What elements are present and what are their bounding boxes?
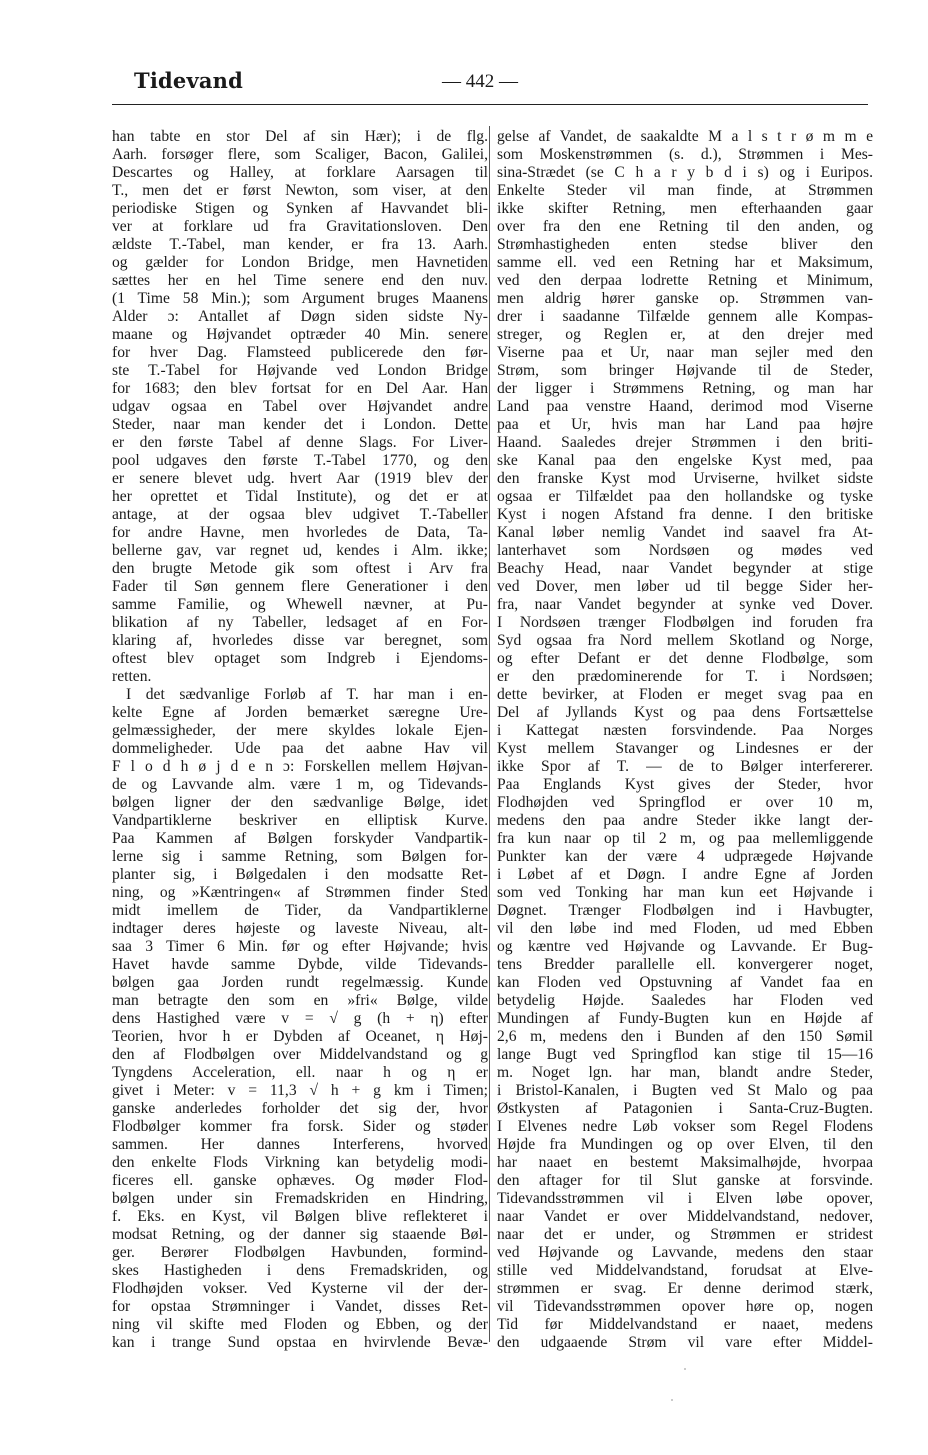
text-line: m. Noget lgn. har man, blandt andre Steder, xyxy=(497,1064,873,1081)
text-line: som ved Tonking har man kun eet Højvande i xyxy=(497,884,873,901)
text-line: udgav ogsaa en Tabel over Højvandet andre xyxy=(112,398,488,415)
text-line: Tyngdens Acceleration, ell. naar h og η er xyxy=(112,1064,488,1081)
text-line: Strømhastigheden enten stedse bliver den xyxy=(497,236,873,253)
text-line: f. Eks. en Kyst, vil Bølgen blive reflekteret i xyxy=(112,1208,488,1225)
text-line: medens den paa andre Steder ikke langt der- xyxy=(497,812,873,829)
text-line: planter sig, i Bølgedalen i den modsatte Ret- xyxy=(112,866,488,883)
text-line: men aldrig hører ganske op. Strømmen van- xyxy=(497,290,873,307)
text-line: ficeres ell. ganske ophæves. Og møder Flod- xyxy=(112,1172,488,1189)
text-line: ved Højvande og Lavvande, medens den staar xyxy=(497,1244,873,1261)
text-line: den enkelte Flods Virkning kan betydelig modi- xyxy=(112,1154,488,1171)
text-line: ikke Spor af T. — de to Bølger interfererer. xyxy=(497,758,873,775)
text-line: den udgaaende Strøm vil vare efter Middel- xyxy=(497,1334,873,1351)
text-line: gelse af Vandet, de saakaldte M a l s t r ø m m e xyxy=(497,128,873,145)
text-line: Viserne paa et Ur, naar man sejler med den xyxy=(497,344,873,361)
text-line: ældste T.-Tabel, man kender, er fra 13. Aarh. xyxy=(112,236,488,253)
text-line: i Løbet af et Døgn. I andre Egne af Jorden xyxy=(497,866,873,883)
text-line: midt imellem de Tider, da Vandpartiklerne xyxy=(112,902,488,919)
text-line: i Kattegat næsten forsvindende. Paa Norges xyxy=(497,722,873,739)
text-line: lange Bugt ved Springflod kan stige til 15—16 xyxy=(497,1046,873,1063)
text-line: modsat Retning, og der danner sig staaende Bøl- xyxy=(112,1226,488,1243)
text-line: kan i trange Sund opstaa en hvirvlende Bevæ- xyxy=(112,1334,488,1351)
text-line: antage, at der ogsaa blev udgivet T.-Tabeller xyxy=(112,506,488,523)
text-line: T., men det er først Newton, som viser, at den xyxy=(112,182,488,199)
text-line: er den første Tabel af denne Slags. For Liver- xyxy=(112,434,488,451)
text-line: og efter Defant er det denne Flodbølge, som xyxy=(497,650,873,667)
text-line: Flodbølger kommer fra forsk. Sider og støder xyxy=(112,1118,488,1135)
text-line: Beachy Head, naar Vandet begynder at stige xyxy=(497,560,873,577)
text-line: den aftager for til Slut ganske at forsvinde. xyxy=(497,1172,873,1189)
text-line: bølgen ligner der den sædvanlige Bølge, idet xyxy=(112,794,488,811)
text-line: oftest blev optaget som Indgreb i Ejendoms- xyxy=(112,650,488,667)
text-line: Enkelte Steder vil man finde, at Strømmen xyxy=(497,182,873,199)
text-line: og kæntre ved Højvande og Lavvande. Er Bug- xyxy=(497,938,873,955)
text-line: periodiske Stigen og Synken af Havvandet bli- xyxy=(112,200,488,217)
text-line: lanterhavet som Nordsøen og mødes ved xyxy=(497,542,873,559)
text-line: lerne sig i samme Retning, som Bølgen for- xyxy=(112,848,488,865)
text-line: sættes her en hel Time senere end den nuv. xyxy=(112,272,488,289)
text-line: bølgen gaa Jorden rundt regelmæssig. Kunde xyxy=(112,974,488,991)
text-line: samme Familie, og Whewell nævner, at Pu- xyxy=(112,596,488,613)
text-line: vil Tidevandsstrømmen opover høre op, nogen xyxy=(497,1298,873,1315)
text-line: Tid før Middelvandstand er naaet, medens xyxy=(497,1316,873,1333)
text-line: saa 3 Timer 6 Min. før og efter Højvande; hvis xyxy=(112,938,488,955)
text-line: 2,6 m, medens den i Bunden af den 150 Sømil xyxy=(497,1028,873,1045)
text-line: den brugte Metode gik som oftest i Arv fra xyxy=(112,560,488,577)
text-line: Havet havde samme Dybde, vilde Tidevands- xyxy=(112,956,488,973)
text-line: Tidevandsstrømmen vil i Elven løbe opover, xyxy=(497,1190,873,1207)
text-line: er den prædominerende for T. i Nordsøen; xyxy=(497,668,873,685)
text-line: paa et Ur, hvis man har Land paa højre xyxy=(497,416,873,433)
text-line: Del af Jyllands Kyst og paa dens Fortsættelse xyxy=(497,704,873,721)
text-line: Vandpartiklerne beskriver en elliptisk Kurve. xyxy=(112,812,488,829)
text-line: Teorien, hvor h er Dybden af Oceanet, η Høj- xyxy=(112,1028,488,1045)
text-line: de og Lavvande alm. være 1 m, og Tidevands- xyxy=(112,776,488,793)
text-line: for hver Dag. Flamsteed publicerede den før- xyxy=(112,344,488,361)
text-line: ganske anderledes forholder det sig der, hvor xyxy=(112,1100,488,1117)
text-line: og gælder for London Bridge, men Havnetiden xyxy=(112,254,488,271)
text-line: strømmen er svag. Er denne derimod stærk, xyxy=(497,1280,873,1297)
text-line: for andre Havne, men hvorledes de Data, Ta- xyxy=(112,524,488,541)
text-line: kan Floden ved Opstuvning af Vandet faa en xyxy=(497,974,873,991)
text-line: samme ell. ved een Retning har et Maksimum, xyxy=(497,254,873,271)
text-line: fra kun naar op til 2 m, og paa mellemliggende xyxy=(497,830,873,847)
text-line: pool udgaves den første T.-Tabel 1770, og den xyxy=(112,452,488,469)
text-line: Højde fra Mundingen og op over Elven, til den xyxy=(497,1136,873,1153)
text-line: i Bristol-Kanalen, i Bugten ved St Malo og paa xyxy=(497,1082,873,1099)
text-line: for opstaa Strømninger i Vandet, disses Ret- xyxy=(112,1298,488,1315)
text-line: ger. Berører Flodbølgen Havbunden, formind- xyxy=(112,1244,488,1261)
text-line: har naaet en bestemt Maksimalhøjde, hvorpaa xyxy=(497,1154,873,1171)
text-line: skes Hastigheden i dens Fremadskriden, og xyxy=(112,1262,488,1279)
text-line: tens Bredder parallelle ell. konvergerer noget, xyxy=(497,956,873,973)
text-line: ske Kanal paa den engelske Kyst med, paa xyxy=(497,452,873,469)
text-line: maane og Højvandet optræder 40 Min. senere xyxy=(112,326,488,343)
text-line: I Nordsøen trænger Flodbølgen ind foruden fra xyxy=(497,614,873,631)
text-line: over fra den ene Retning til den anden, og xyxy=(497,218,873,235)
text-line: bellerne gav, var regnet ud, kendes i Alm. ikke; xyxy=(112,542,488,559)
text-line: naar Vandet er over Middelvandstand, nedover, xyxy=(497,1208,873,1225)
text-line: blikation af ny Tabeller, ledsaget af en For- xyxy=(112,614,488,631)
text-line: ver at forklare ud fra Gravitationsloven. Den xyxy=(112,218,488,235)
text-line: Haand. Saaledes drejer Strømmen i den briti- xyxy=(497,434,873,451)
text-line: (1 Time 58 Min.); som Argument bruges Maanens xyxy=(112,290,488,307)
text-line: Paa Kammen af Bølgen forskyder Vandpartik- xyxy=(112,830,488,847)
text-line: som Moskenstrømmen (s. d.), Strømmen i Mes- xyxy=(497,146,873,163)
text-line: ikke skifter Retning, men efterhaanden gaar xyxy=(497,200,873,217)
text-line: I Elvenes nedre Løb vokser som Regel Flodens xyxy=(497,1118,873,1135)
text-line: Descartes og Halley, at forklare Aarsagen til xyxy=(112,164,488,181)
text-line: kelte Egne af Jorden bemærket særegne Ure- xyxy=(112,704,488,721)
text-line: ogsaa er Tilfældet paa den hollandske og tyske xyxy=(497,488,873,505)
text-line: han tabte en stor Del af sin Hær); i de flg. xyxy=(112,128,488,145)
text-line: Aarh. forsøger flere, som Scaliger, Bacon, Galilei, xyxy=(112,146,488,163)
text-line: dette bevirker, at Floden er meget svag paa en xyxy=(497,686,873,703)
text-line: gelmæssigheder, der mere skyldes lokale Ejen- xyxy=(112,722,488,739)
text-line: er senere blevet udg. hvert Aar (1919 blev der xyxy=(112,470,488,487)
text-line: den af Flodbølgen over Middelvandstand og g xyxy=(112,1046,488,1063)
text-line: Kyst i nogen Afstand fra denne. I den britiske xyxy=(497,506,873,523)
text-line: for 1683; den blev fortsat for en Del Aar. Han xyxy=(112,380,488,397)
page-header xyxy=(112,66,868,100)
text-line: sammen. Her dannes Interferens, hvorved xyxy=(112,1136,488,1153)
text-line: Kyst mellem Stavanger og Lindesnes er der xyxy=(497,740,873,757)
text-line: ved Dover, men løber ud til begge Sider her- xyxy=(497,578,873,595)
text-line: Kanal løber nemlig Vandet ind saavel fra At- xyxy=(497,524,873,541)
text-line: Punkter kan der være 4 udprægede Højvande xyxy=(497,848,873,865)
scan-speck xyxy=(671,1399,673,1401)
text-line: ved den derpaa lodrette Retning et Minimum, xyxy=(497,272,873,289)
text-line: I det sædvanlige Forløb af T. har man i en- xyxy=(126,686,488,703)
text-line: Strøm, som bringer Højvande til de Steder, xyxy=(497,362,873,379)
text-line: drer i saadanne Tilfælde gennem alle Kompas- xyxy=(497,308,873,325)
text-line: klaring af, hvorledes disse var beregnet, som xyxy=(112,632,488,649)
text-line: Paa Englands Kyst gives der Steder, hvor xyxy=(497,776,873,793)
text-line: F l o d h ø j d e n ɔ: Forskellen mellem Højvan- xyxy=(112,758,488,775)
text-line: stille ved Middelvandstand, forudsat at Elve- xyxy=(497,1262,873,1279)
text-line: der ligger i Strømmens Retning, og man har xyxy=(497,380,873,397)
text-line: betydelig Højde. Saaledes har Floden ved xyxy=(497,992,873,1009)
text-line: indtager deres højeste og laveste Niveau, alt- xyxy=(112,920,488,937)
text-line: ning vil skifte med Floden og Ebben, og der xyxy=(112,1316,488,1333)
right-column xyxy=(497,128,873,1352)
text-line: sina-Strædet (se C h a r y b d i s) og i Euripos. xyxy=(497,164,873,181)
text-line: Land paa venstre Haand, derimod mod Viserne xyxy=(497,398,873,415)
running-title: Tidevand xyxy=(134,68,244,93)
text-line: Østkysten af Patagonien i Santa-Cruz-Bugten. xyxy=(497,1100,873,1117)
text-line: Alder ɔ: Antallet af Døgn siden sidste Ny- xyxy=(112,308,488,325)
header-rule xyxy=(112,104,868,105)
left-column xyxy=(112,128,488,1352)
text-line: Syd ogsaa fra Nord mellem Skotland og Norge, xyxy=(497,632,873,649)
text-line: Flodhøjden ved Springflod er over 10 m, xyxy=(497,794,873,811)
text-line: dommeligheder. Ude paa det aabne Hav vil xyxy=(112,740,488,757)
text-line: bølgen under sin Fremadskriden en Hindring, xyxy=(112,1190,488,1207)
page-number: — 442 — xyxy=(442,71,518,92)
text-line: Mundingen af Fundy-Bugten kun en Højde af xyxy=(497,1010,873,1027)
text-line: Flodhøjden vokser. Ved Kysterne vil der der- xyxy=(112,1280,488,1297)
text-line: Steder, naar man kender det i London. Dette xyxy=(112,416,488,433)
text-line: dens Hastighed være v = √ g (h + η) efter xyxy=(112,1010,488,1027)
text-line: Fader til Søn gennem flere Generationer i den xyxy=(112,578,488,595)
text-line: Døgnet. Trænger Flodbølgen ind i Havbugter, xyxy=(497,902,873,919)
text-line: fra, naar Vandet begynder at synke ved Dover. xyxy=(497,596,873,613)
column-divider xyxy=(489,126,490,1342)
text-line: givet i Meter: v = 11,3 √ h + g km i Timen; xyxy=(112,1082,488,1099)
text-line: retten. xyxy=(112,668,152,685)
scan-speck xyxy=(684,1368,686,1370)
text-line: vil den løbe ind med Floden, ud med Ebben xyxy=(497,920,873,937)
text-line: naar det er under, og Strømmen er stridest xyxy=(497,1226,873,1243)
text-line: den franske Kyst mod Urviserne, hvilket sidste xyxy=(497,470,873,487)
text-line: streger, og Reglen er, at den drejer med xyxy=(497,326,873,343)
text-line: ste T.-Tabel for Højvande ved London Bridge xyxy=(112,362,488,379)
text-line: man betragte den som en »fri« Bølge, vilde xyxy=(112,992,488,1009)
text-line: her oprettet et Tidal Institute), og det er at xyxy=(112,488,488,505)
text-line: ning, og »Kæntringen« af Strømmen finder Sted xyxy=(112,884,488,901)
